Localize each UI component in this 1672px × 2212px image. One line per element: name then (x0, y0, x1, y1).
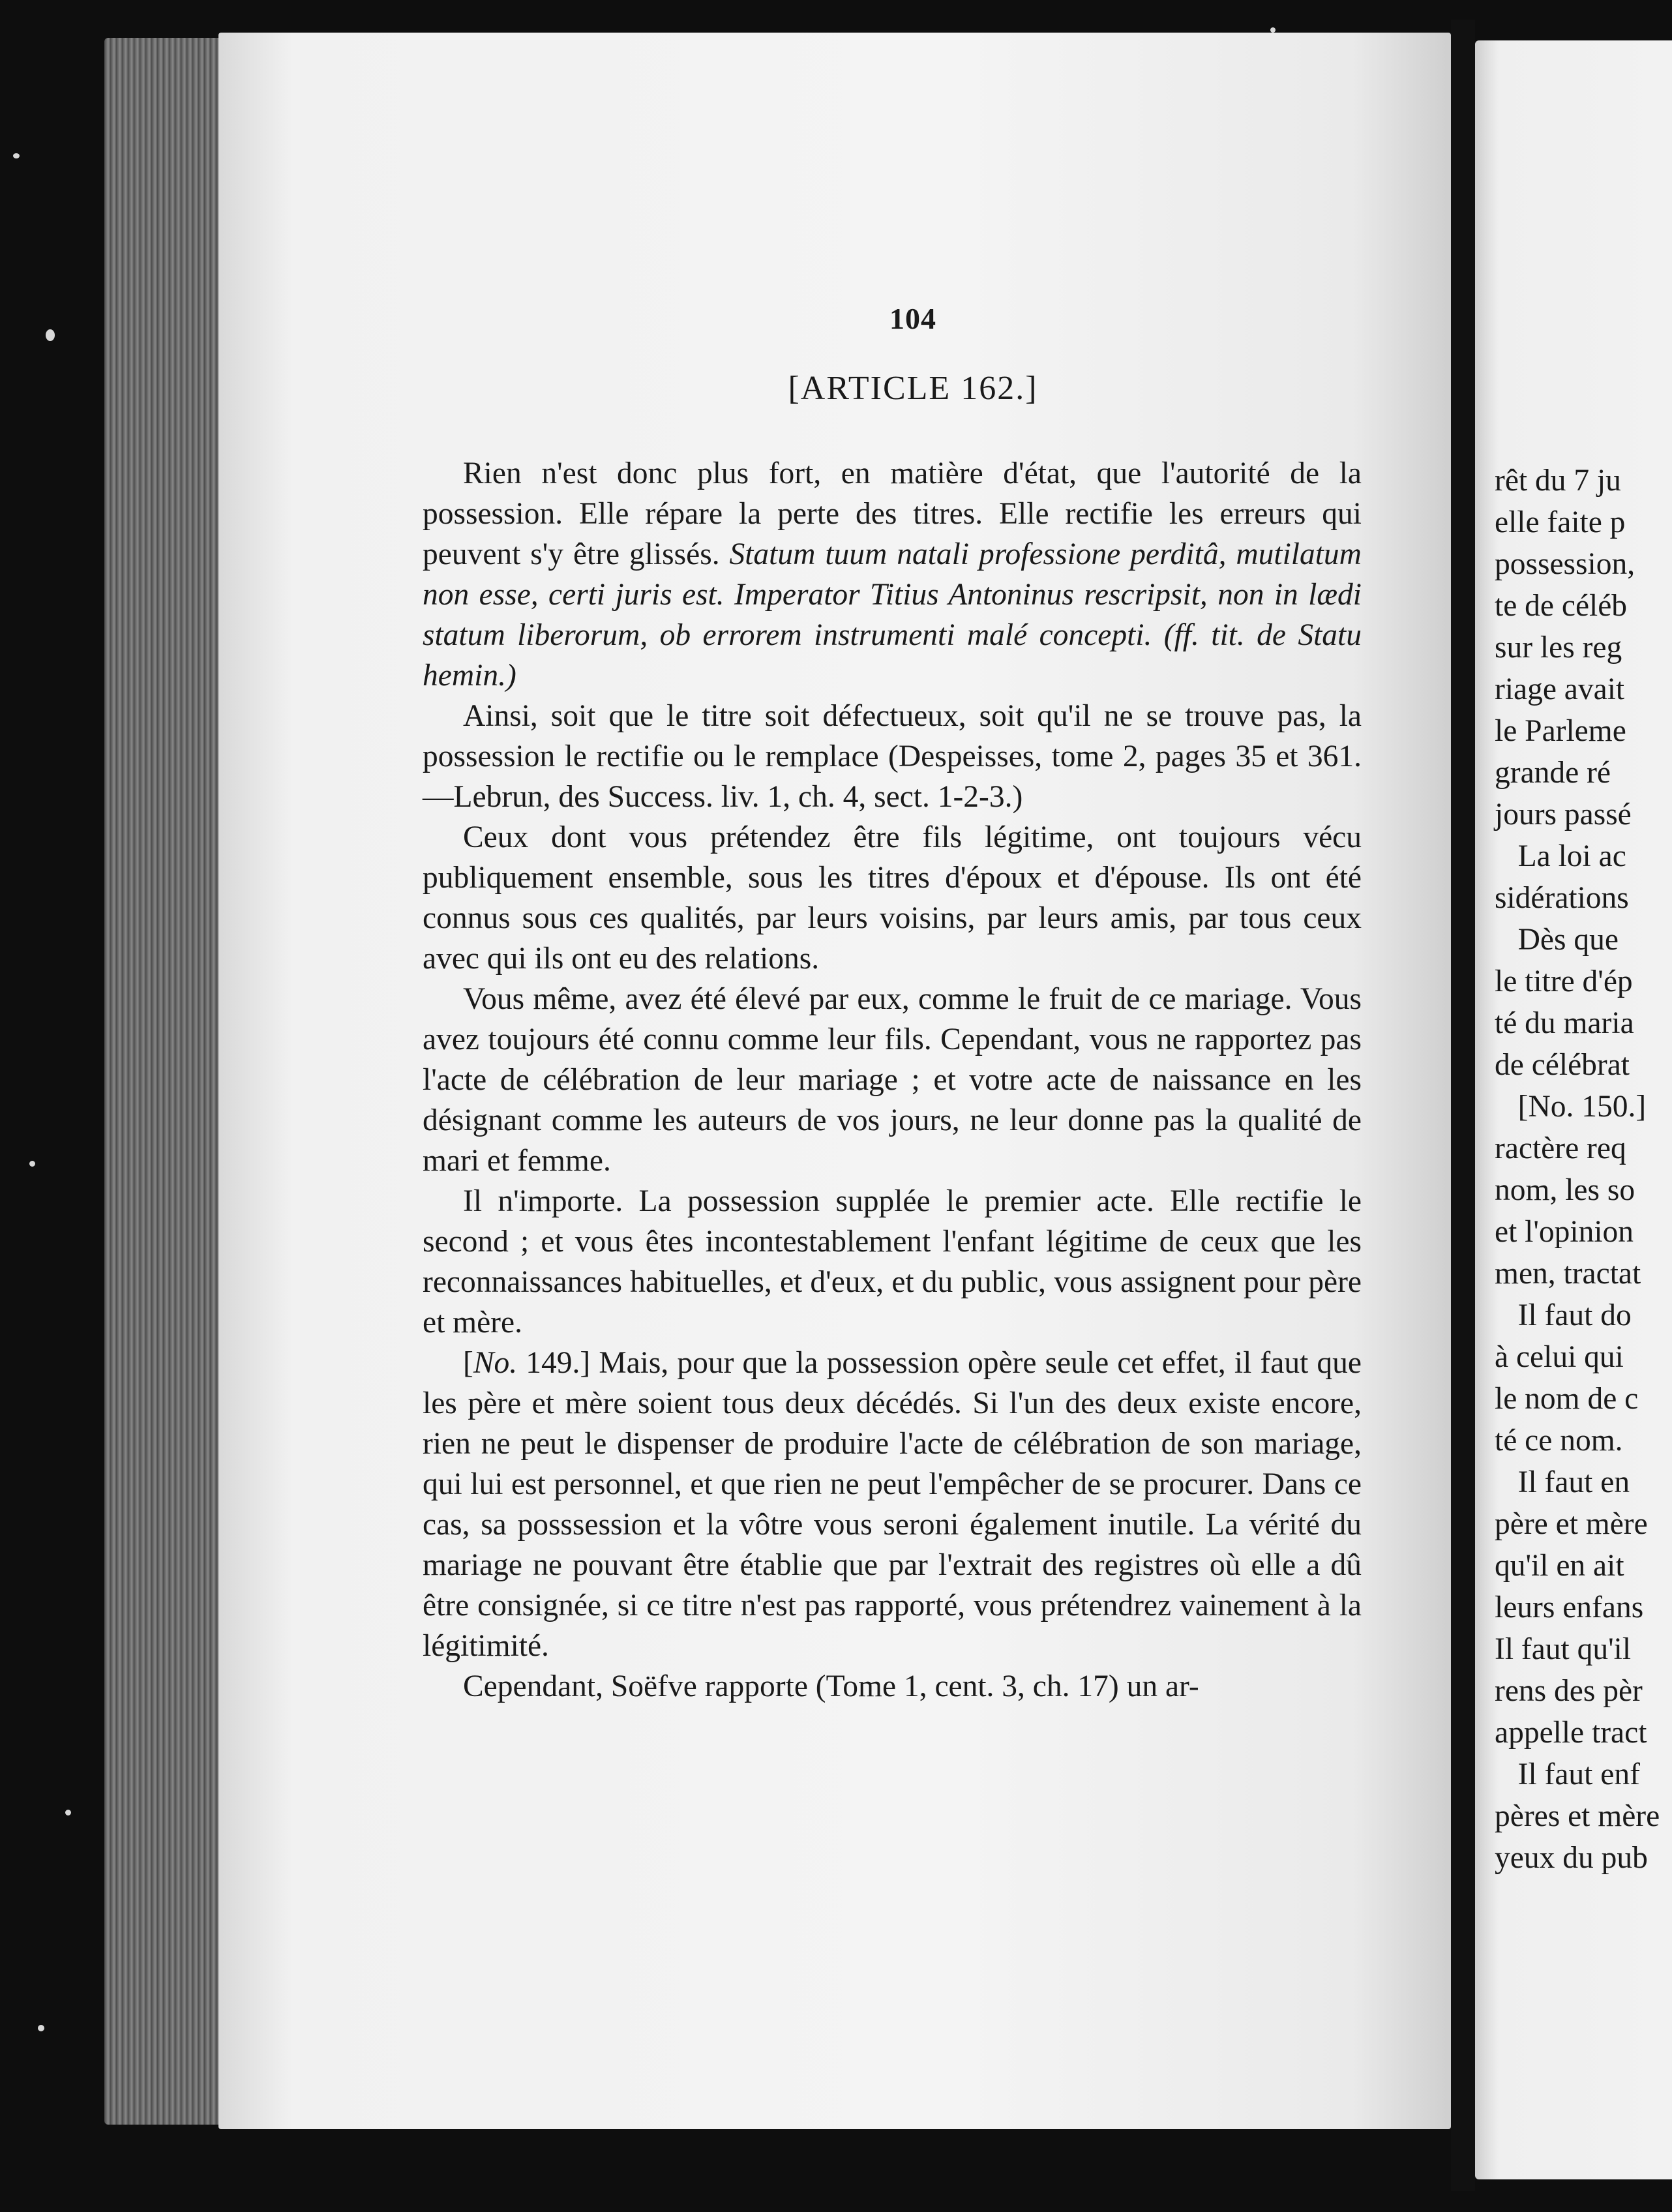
right-page-line: le titre d'ép (1495, 964, 1633, 998)
right-page-line: té du maria (1495, 1006, 1634, 1040)
dust-speck (13, 153, 20, 158)
text-run: Cependant, Soëfve rapporte (Tome 1, cent. 3, ch. 17) un ar- (463, 1669, 1199, 1703)
article-heading: [ARTICLE 162.] (788, 370, 1038, 407)
dust-speck (65, 1810, 71, 1816)
paragraph (423, 696, 1362, 817)
right-page-line: Il faut enf (1495, 1757, 1640, 1791)
right-page-line: rens des pèr (1495, 1674, 1643, 1708)
page-number: 104 (889, 302, 936, 335)
paragraph (423, 979, 1362, 1181)
text-run: Il n'importe. La possession supplée le premier acte. Elle rectifie le second ; et vous êtes incontestablement l'enfant légitime de ceux que les reconnaissances habituelles, et d'eux, et du public, vous assignent pour père et mère. (423, 1184, 1362, 1339)
right-page-line: nom, les so (1495, 1173, 1635, 1207)
text-run: Rien n'est donc plus fort, en matière d'état, que l'autorité de la possession. Elle répare la perte des titres. Elle rectifie les erreurs qui peuvent s'y être glissés. (423, 456, 1362, 571)
latin-quote: Statum tuum natali professione perditâ, mutilatum non esse, certi juris est. Imperator Titius Antoninus rescripsit, non in lædi statum liberorum, ob errorem instrumenti malé concepti. (ff. tit. de Statu hemin.) (423, 537, 1362, 693)
text-run: Ceux dont vous prétendez être fils légitime, ont toujours vécu publiquement ensemble, sous les titres d'époux et d'épouse. Ils ont été connus sous ces qualités, par leurs voisins, par leurs amis, par tous ceux avec qui ils ont eu des relations. (423, 820, 1362, 976)
right-page-line: qu'il en ait (1495, 1549, 1624, 1583)
right-page-line: Il faut en (1495, 1465, 1630, 1499)
right-page-line: sur les reg (1495, 631, 1622, 665)
text-run: [ (463, 1346, 473, 1380)
right-page-line: à celui qui (1495, 1340, 1624, 1374)
book-gutter (1451, 20, 1475, 2191)
text-run: 149.] Mais, pour que la possession opère seule cet effet, il faut que les père et mère soient tous deux décédés. Si l'un des deux existe encore, rien ne peut le dispenser de produire l'acte de célébration de son mariage, qui lui est personnel, et que rien ne peut l'empêcher de se procurer. Dans ce cas, sa posssession et la vôtre vous seroni également inutile. La vérité du mariage ne pouvant être établie que par l'extrait des registres où elle a dû être consignée, si ce titre n'est pas rapporté, vous prétendrez vainement à la légitimité. (423, 1346, 1362, 1663)
dust-speck (38, 2025, 44, 2031)
paragraph (423, 1666, 1362, 1707)
dust-speck (46, 329, 55, 341)
right-page-line: le Parleme (1495, 714, 1626, 748)
paragraph (423, 1343, 1362, 1666)
right-page-line: riage avait (1495, 672, 1625, 706)
right-page-line: père et mère (1495, 1507, 1648, 1541)
right-page-line: grande ré (1495, 756, 1611, 790)
right-page-line: leurs enfans (1495, 1591, 1644, 1624)
right-page-line: Il faut qu'il (1495, 1632, 1632, 1666)
right-page-line: Il faut do (1495, 1298, 1632, 1332)
body-text (423, 453, 1362, 1707)
right-page-line: [No. 150.] (1495, 1090, 1647, 1124)
right-page-line: possession, (1495, 547, 1635, 581)
right-page-line: La loi ac (1495, 839, 1626, 873)
right-page-line: te de céléb (1495, 589, 1628, 623)
latin-quote: No. (473, 1346, 518, 1380)
right-page-line: sidérations (1495, 881, 1629, 915)
dust-speck (29, 1161, 35, 1167)
right-page-line: pères et mère (1495, 1799, 1660, 1833)
right-page-line: appelle tract (1495, 1716, 1647, 1750)
right-page-line: jours passé (1495, 798, 1632, 831)
right-page-line: men, tractat (1495, 1257, 1641, 1291)
right-page-line: rêt du 7 ju (1495, 464, 1621, 498)
page-edge-leaves (104, 38, 222, 2125)
text-run: Vous même, avez été élevé par eux, comme le fruit de ce mariage. Vous avez toujours été connu comme leur fils. Cependant, vous ne rapportez pas l'acte de célébration de leur mariage ; et votre acte de naissance en les désignant comme les auteurs de vos jours, ne leur donne pas la qualité de mari et femme. (423, 982, 1362, 1178)
right-page-line: ractère req (1495, 1131, 1626, 1165)
right-page-line: té ce nom. (1495, 1424, 1623, 1457)
text-run: Ainsi, soit que le titre soit défectueux, soit qu'il ne se trouve pas, la possession le rectifie ou le remplace (Despeisses, tome 2, pages 35 et 361.—Lebrun, des Success. liv. 1, ch. 4, sect. 1-2-3.) (423, 699, 1362, 814)
right-page-line: de célébrat (1495, 1048, 1630, 1082)
paragraph (423, 1181, 1362, 1343)
right-page-line: et l'opinion (1495, 1215, 1634, 1249)
right-page-line: Dès que (1495, 923, 1619, 957)
paragraph (423, 817, 1362, 979)
paragraph (423, 453, 1362, 696)
right-page-line: le nom de c (1495, 1382, 1639, 1416)
right-page-line: elle faite p (1495, 505, 1626, 539)
right-page-line: yeux du pub (1495, 1841, 1648, 1875)
dust-speck (1270, 27, 1276, 33)
right-page-text (1495, 460, 1672, 1879)
